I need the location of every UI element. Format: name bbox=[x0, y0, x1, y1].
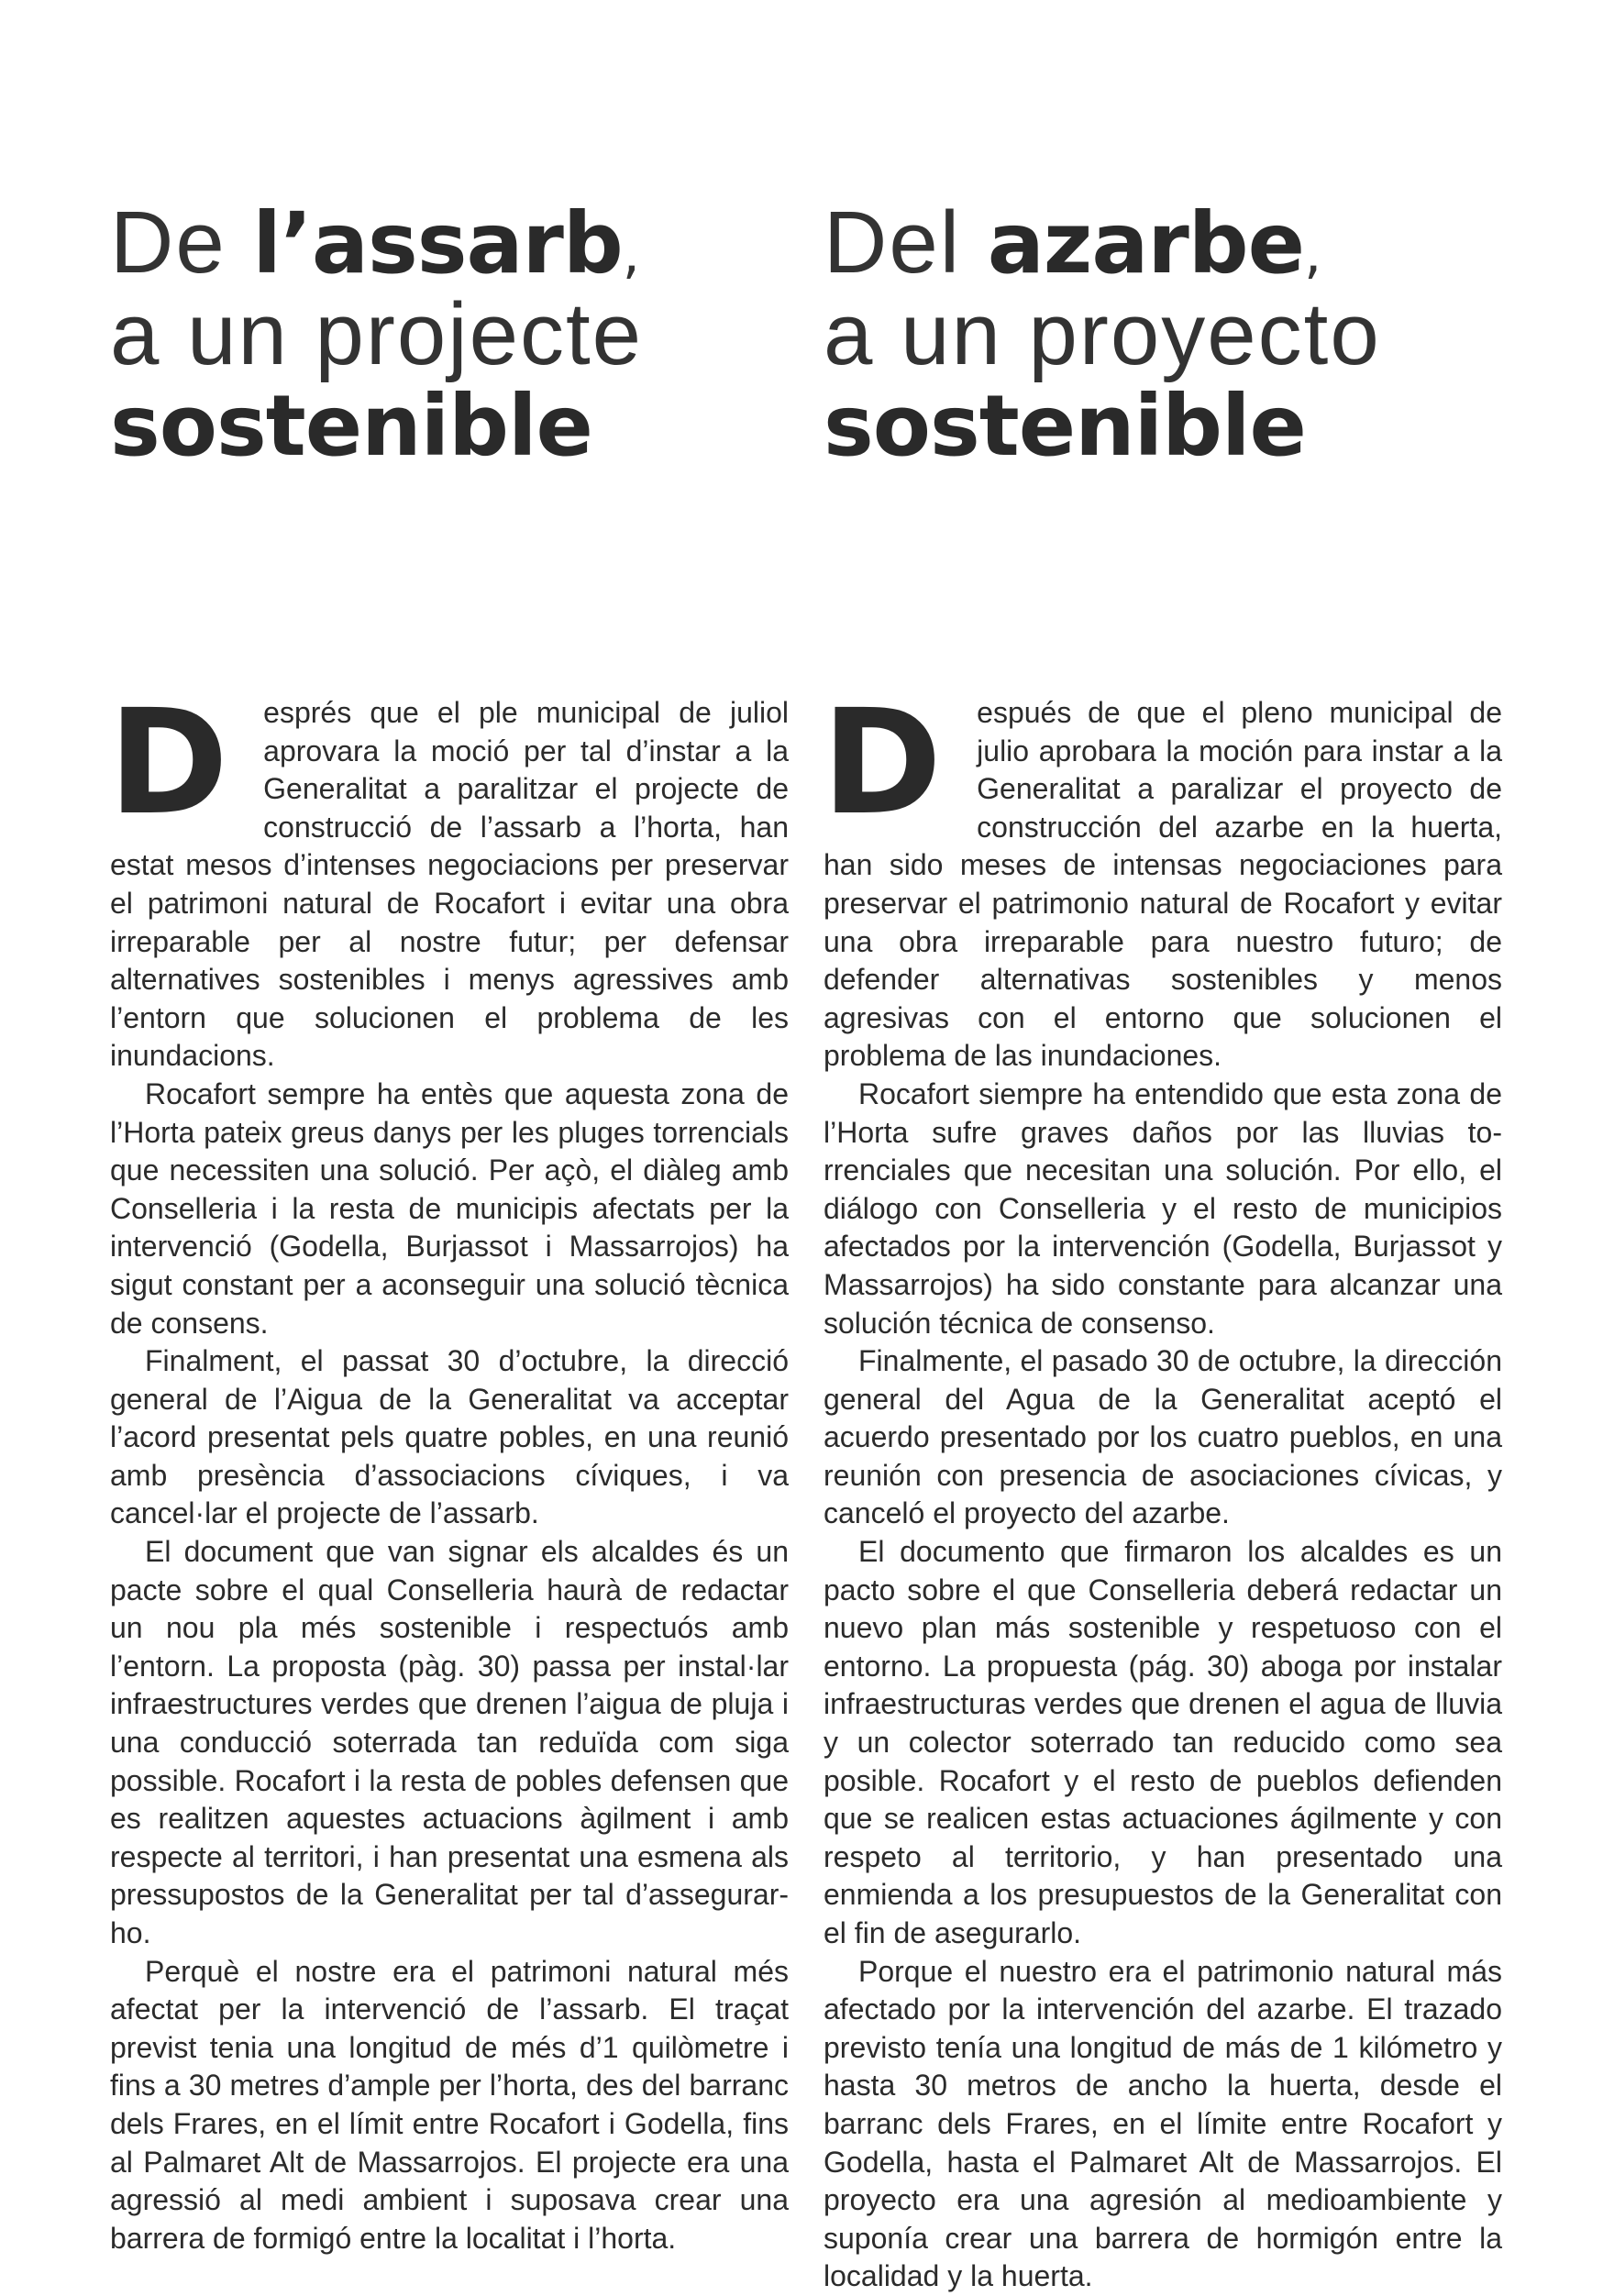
headline-line-3 bbox=[824, 377, 1502, 475]
headline-light-text: Del bbox=[824, 193, 988, 292]
paragraph: El document que van signar els alcaldes és un pacte sobre el qual Conselleria haurà de redactar un nou pla més sostenible i respectuós amb l’entorn. La proposta (pàg. 30) passa per instal·lar infraestructures verdes que drenen l’aigua de pluja i una conducció soterrada tan reduïda com siga possible. Rocafort i la resta de pobles defensen que es realitzen aquestes actuacions àgilment i amb respecte al territori, i han presentat una esmena als pressupostos de la Generalitat per tal d’assegurar-ho. bbox=[110, 1535, 789, 1949]
headline-line-2 bbox=[110, 285, 789, 383]
headline-bold-text: sostenible bbox=[824, 377, 1306, 475]
headline-comma: , bbox=[1304, 222, 1322, 286]
drop-cap: D bbox=[822, 679, 943, 847]
paragraph: El documento que firmaron los alcaldes es un pacto sobre el que Conselleria deberá redactar un nuevo plan más sostenible y respetuoso con el entorno. La propuesta (pág. 30) aboga por instalar infraestructuras verdes que drenen el agua de lluvia y un colector soterrado tan reducido como sea posible. Rocafort y el resto de pueblos defienden que se realicen estas actuaciones ágilmente y con respeto al territorio, y han presentado una enmienda a los presupuestos de la Generalitat con el fin de asegurarlo. bbox=[824, 1535, 1502, 1949]
headline-spanish bbox=[824, 193, 1502, 475]
article-body-spanish bbox=[822, 679, 1502, 2296]
headline-bold-text: azarbe bbox=[987, 194, 1305, 293]
headline-comma: , bbox=[622, 222, 640, 286]
headline-light-text: a un proyecto bbox=[824, 285, 1381, 383]
paragraph: Porque el nuestro era el patrimonio natural más afectado por la intervención del azarbe. El trazado previsto tenía una longitud de más de 1 kilómetro y hasta 30 metros de ancho la huerta, desde el barranc dels Frares, en el límite entre Rocafort y Godella, hasta el Palmaret Alt de Massarrojos. El proyecto era una agresión al medioambiente y suponía crear una barrera de hormigón entre la localidad y la huerta. bbox=[824, 1954, 1502, 2293]
paragraph-text: espués de que el pleno municipal de julio aprobara la moción para instar a la Generalitat a paralizar el proyecto de construcción del azarbe en la huerta, han sido meses de intensas negociaciones para preservar el patrimonio natural de Rocafort y evitar una obra irreparable para nuestro futuro; de defender alternativas sostenibles y menos agresivas con el entorno que solucionen el problema de las inundaciones. bbox=[824, 696, 1502, 1073]
headline-bold-text: l’assarb bbox=[252, 194, 623, 293]
paragraph: Perquè el nostre era el patrimoni natural més afectat per la intervenció de l’assarb. El traçat previst tenia una longitud de més d’1 quilòmetre i fins a 30 metres d’ample per l’horta, des del barranc dels Frares, en el límit entre Rocafort i Godella, fins al Palmaret Alt de Massarrojos. El projecte era una agressió al medi ambient i suposava crear una barrera de formigó entre la localitat i l’horta. bbox=[110, 1954, 789, 2255]
headline-line-1 bbox=[110, 193, 789, 293]
paragraph: Rocafort sempre ha entès que aquesta zona de l’Horta pateix greus danys per les pluges torrencials que necessiten una solució. Per açò, el diàleg amb Conselleria i la resta de municipis afectats per la intervenció (Godella, Burjassot i Massarrojos) ha sigut constant per a aconseguir una solució tècnica de consens. bbox=[110, 1076, 789, 1340]
headline-light-text: a un projecte bbox=[110, 285, 644, 383]
article-spanish bbox=[822, 193, 1502, 2296]
paragraph-text: esprés que el ple municipal de juliol aprovara la moció per tal d’instar a la Generalitat a paralitzar el projecte de construcció de l’assarb a l’horta, han estat mesos d’intenses negociacions per preservar el patrimoni natural de Rocafort i evitar una obra irreparable per al nostre futur; per defensar alternatives sostenibles i menys agressives amb l’entorn que solucionen el problema de les inundacions. bbox=[110, 696, 789, 1073]
headline-line-2 bbox=[824, 285, 1502, 383]
paragraph: Rocafort siempre ha entendido que esta zona de l’Horta sufre graves daños por las lluvias torrenciales que necesitan una solución. Por ello, el diálogo con Conselleria y el resto de municipios afectados por la intervención (Godella, Burjassot y Massarrojos) ha sido constante para alcanzar una solución técnica de consenso. bbox=[824, 1076, 1502, 1340]
paragraph bbox=[108, 679, 789, 1076]
article-body-catalan bbox=[108, 679, 789, 2257]
paragraph: Finalmente, el pasado 30 de octubre, la dirección general del Agua de la Generalitat aceptó el acuerdo presentado por los cuatro pueblos, en una reunión con presencia de asociaciones cívicas, y canceló el proyecto del azarbe. bbox=[824, 1344, 1502, 1530]
headline-line-1 bbox=[824, 193, 1502, 293]
drop-cap: D bbox=[108, 679, 229, 847]
article-catalan bbox=[108, 193, 789, 2257]
paragraph: Finalment, el passat 30 d’octubre, la direcció general de l’Aigua de la Generalitat va acceptar l’acord presentat pels quatre pobles, en una reunió amb presència d’associacions cíviques, i va cancel·lar el projecte de l’assarb. bbox=[110, 1344, 789, 1530]
headline-line-3 bbox=[110, 377, 789, 475]
headline-catalan bbox=[110, 193, 789, 475]
headline-light-text: De bbox=[110, 193, 253, 292]
paragraph bbox=[822, 679, 1502, 1076]
headline-bold-text: sostenible bbox=[110, 377, 592, 475]
